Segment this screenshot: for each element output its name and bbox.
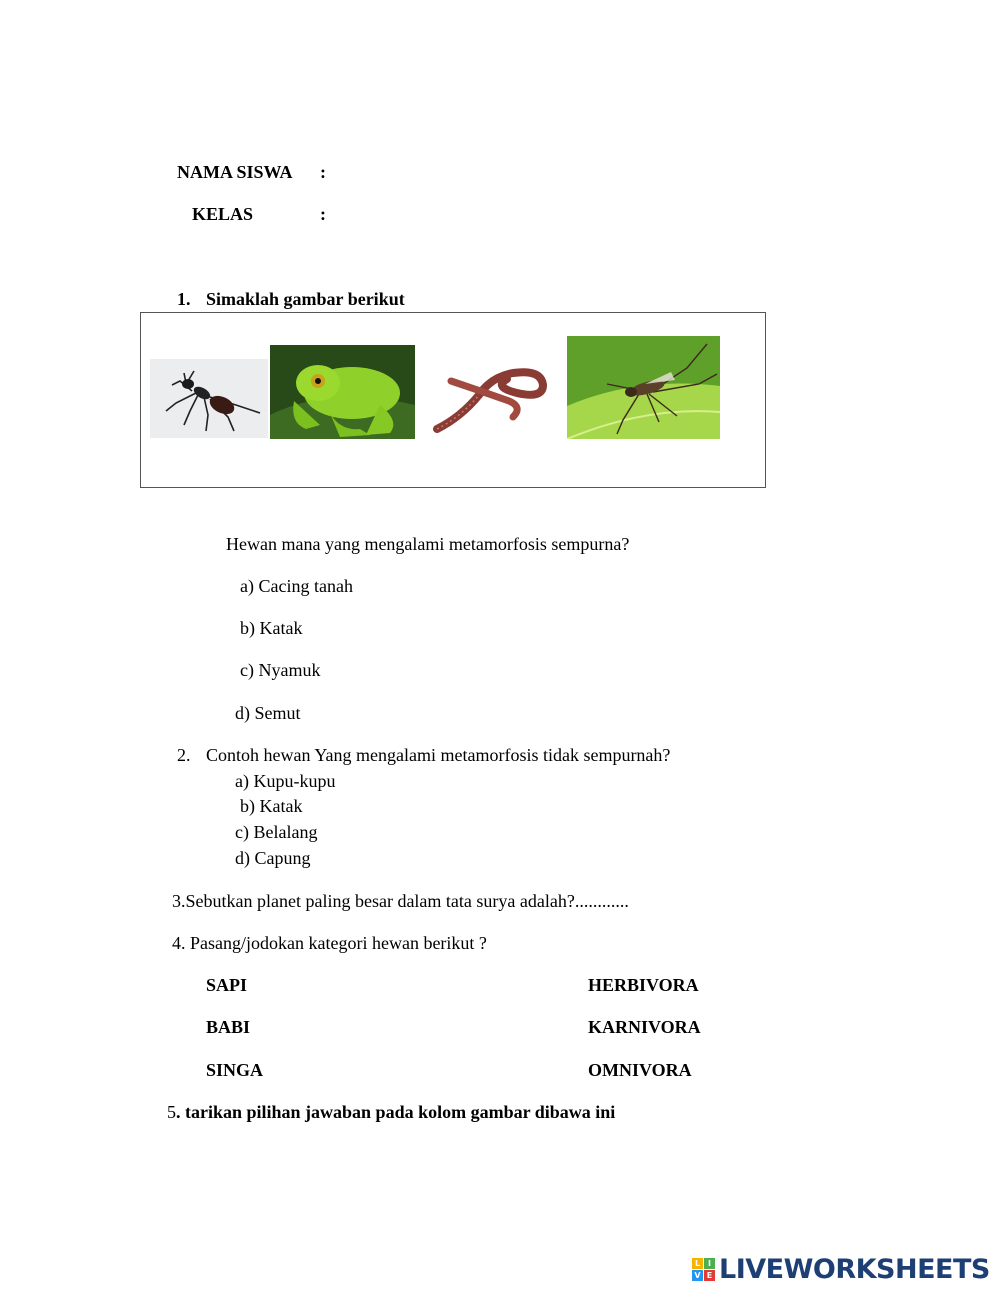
q5-line bbox=[167, 1103, 615, 1121]
logo-letter: V bbox=[692, 1270, 703, 1281]
q4-left-item[interactable]: SINGA bbox=[206, 1060, 264, 1080]
logo-letter: I bbox=[704, 1258, 715, 1269]
q3-question: 3.Sebutkan planet paling besar dalam tata surya adalah?............ bbox=[172, 891, 629, 911]
q4-right-item[interactable]: OMNIVORA bbox=[588, 1060, 692, 1080]
name-colon: : bbox=[320, 162, 326, 182]
q2-option-a[interactable]: a) Kupu-kupu bbox=[235, 771, 336, 791]
logo-mark-icon bbox=[692, 1258, 715, 1281]
q2-option-c[interactable]: c) Belalang bbox=[235, 822, 318, 842]
earthworm-image bbox=[431, 357, 553, 439]
class-label: KELAS bbox=[192, 204, 254, 224]
q2-number: 2. bbox=[177, 745, 191, 765]
q4-right-item[interactable]: HERBIVORA bbox=[588, 975, 699, 995]
class-colon: : bbox=[320, 204, 326, 224]
q1-option-c[interactable]: c) Nyamuk bbox=[240, 660, 321, 680]
liveworksheets-logo[interactable] bbox=[692, 1254, 990, 1284]
q5-number: 5 bbox=[167, 1102, 176, 1122]
q1-option-b[interactable]: b) Katak bbox=[240, 618, 303, 638]
q4-right-item[interactable]: KARNIVORA bbox=[588, 1017, 701, 1037]
q1-question: Hewan mana yang mengalami metamorfosis sempurna? bbox=[226, 534, 630, 554]
q1-option-d[interactable]: d) Semut bbox=[235, 703, 301, 723]
logo-letter: L bbox=[692, 1258, 703, 1269]
q1-title: Simaklah gambar berikut bbox=[206, 289, 405, 309]
q5-question: . tarikan pilihan jawaban pada kolom gambar dibawa ini bbox=[176, 1102, 616, 1122]
q4-question: 4. Pasang/jodokan kategori hewan berikut ? bbox=[172, 933, 487, 953]
q4-left-item[interactable]: SAPI bbox=[206, 975, 248, 995]
image-panel bbox=[140, 312, 766, 488]
q2-option-d[interactable]: d) Capung bbox=[235, 848, 311, 868]
q2-question: Contoh hewan Yang mengalami metamorfosis tidak sempurnah? bbox=[206, 745, 671, 765]
logo-letter: E bbox=[704, 1270, 715, 1281]
q1-number: 1. bbox=[177, 289, 191, 309]
logo-text: LIVEWORKSHEETS bbox=[719, 1253, 990, 1285]
q1-option-a[interactable]: a) Cacing tanah bbox=[240, 576, 353, 596]
q4-left-item[interactable]: BABI bbox=[206, 1017, 251, 1037]
frog-image bbox=[270, 345, 415, 439]
name-label: NAMA SISWA bbox=[177, 162, 293, 182]
ant-image bbox=[150, 359, 268, 438]
q2-option-b[interactable]: b) Katak bbox=[240, 796, 303, 816]
mosquito-image bbox=[567, 336, 720, 439]
